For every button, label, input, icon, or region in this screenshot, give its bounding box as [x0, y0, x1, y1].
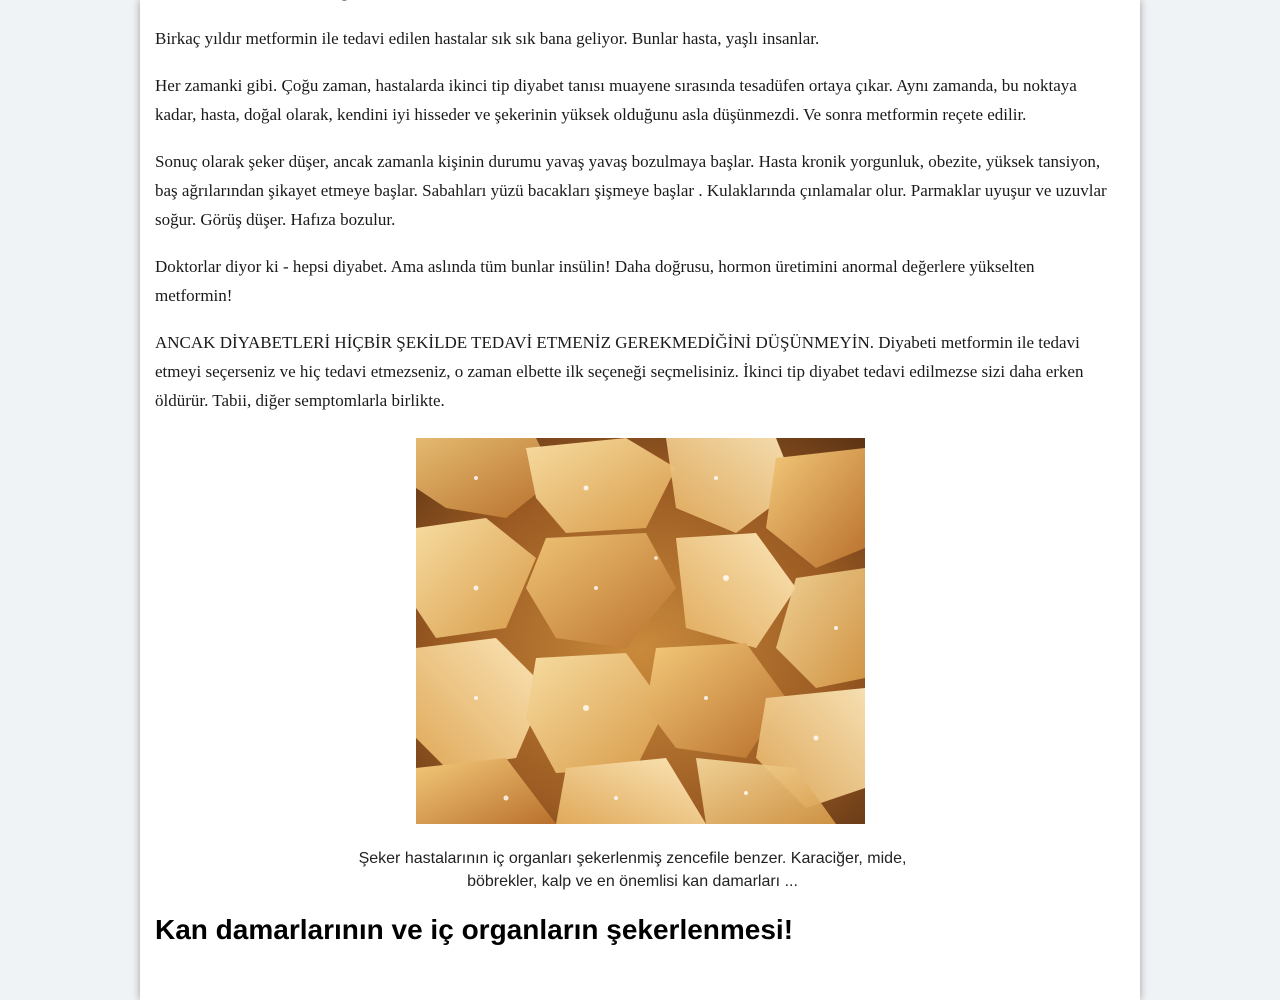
- section-heading: Kan damarlarının ve iç organların şekerlenmesi!: [155, 914, 794, 945]
- paragraph-3: Sonuç olarak şeker düşer, ancak zamanla kişinin durumu yavaş yavaş bozulmaya başlar. Hasta kronik yorgunluk, obezite, yüksek tansiyon, baş ağrılarından şikayet etmeye başlar. Sabahları yüzü bacakları şişmeye başlar . Kulaklarında çınlamalar olur. Parmaklar uyuşur ve uzuvlar soğur. Görüş düşer. Hafıza bozulur.: [155, 152, 1107, 229]
- candied-ginger-image: [416, 438, 865, 824]
- figure-caption: Şeker hastalarının iç organları şekerlenmiş zencefile benzer. Karaciğer, mide, böbrekler, kalp ve en önemlisi kan damarları ...: [358, 850, 907, 890]
- article-page: [140, 0, 1140, 1000]
- article-body: [155, 0, 1110, 948]
- article-figure: [155, 438, 1110, 893]
- paragraph-5: ANCAK DİYABETLERİ HİÇBİR ŞEKİLDE TEDAVİ ETMENİZ GEREKMEDİĞİNİ DÜŞÜNMEYİN. Diyabeti metformin ile tedavi etmeyi seçerseniz ve hiç tedavi etmezseniz, o zaman elbette ilk seçeneği seçmelisiniz. İkinci tip diyabet tedavi edilmezse sizi daha erken öldürür. Tabii, diğer semptomlarla birlikte.: [155, 333, 1084, 410]
- author-byline: [155, 0, 1110, 6]
- paragraph-2: Her zamanki gibi. Çoğu zaman, hastalarda ikinci tip diyabet tanısı muayene sırasında tesadüfen ortaya çıkar. Aynı zamanda, bu noktaya kadar, hasta, doğal olarak, kendini iyi hisseder ve şekerinin yüksek olduğunu asla düşünmezdi. Ve sonra metformin reçete edilir.: [155, 76, 1077, 124]
- paragraph-1: Birkaç yıldır metformin ile tedavi edilen hastalar sık sık bana geliyor. Bunlar hasta, yaşlı insanlar.: [155, 29, 820, 48]
- paragraph-4: Doktorlar diyor ki - hepsi diyabet. Ama aslında tüm bunlar insülin! Daha doğrusu, hormon üretimini anormal değerlere yükselten metformin!: [155, 257, 1035, 305]
